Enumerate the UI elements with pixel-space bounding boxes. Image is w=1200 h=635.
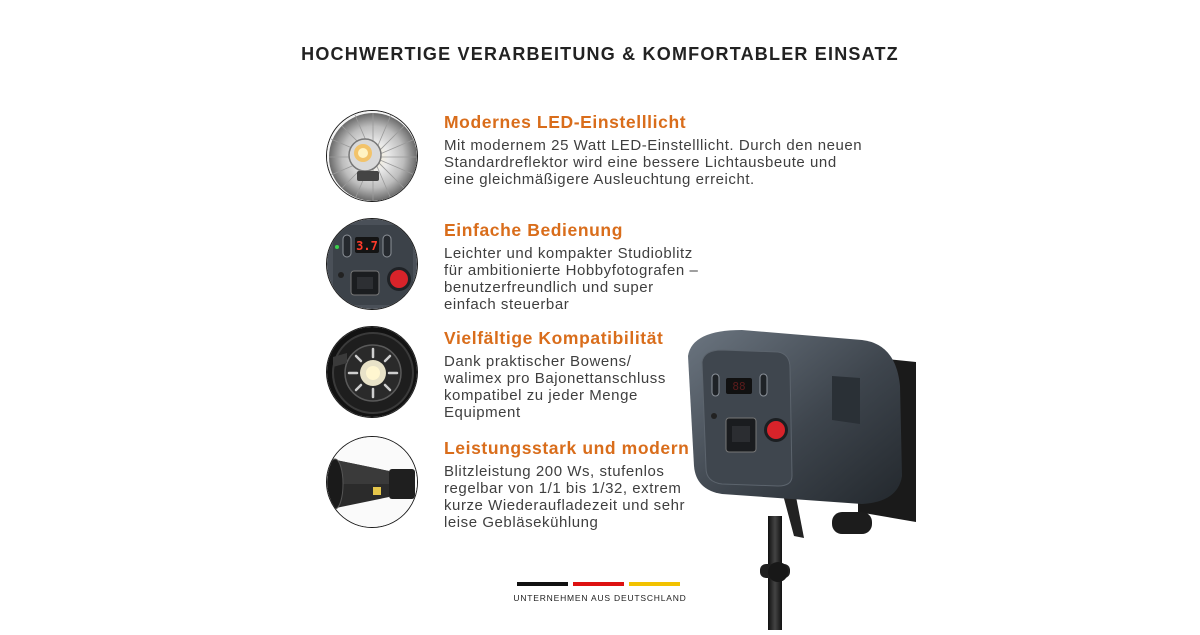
page-title: HOCHWERTIGE VERARBEITUNG & KOMFORTABLER EINSATZ <box>301 44 899 64</box>
feature-line: kompatibel zu jeder Menge <box>444 387 638 404</box>
feature-line: Leichter und kompakter Studioblitz <box>444 245 693 262</box>
feature-heading: Einfache Bedienung <box>444 220 624 240</box>
feature-text <box>444 112 884 188</box>
feature-line: Mit modernem 25 Watt LED-Einstelllicht. Durch den neuen <box>444 137 863 154</box>
feature-easy-operation <box>326 218 886 312</box>
feature-line: Equipment <box>444 404 521 421</box>
flag-stripe-red <box>573 582 624 586</box>
feature-heading: Leistungsstark und modern <box>444 438 690 458</box>
feature-line: Blitzleistung 200 Ws, stufenlos <box>444 463 665 480</box>
led-reflector-icon <box>326 110 418 202</box>
feature-line: benutzerfreundlich und super <box>444 279 654 296</box>
feature-text <box>444 220 884 313</box>
reflector-dish-icon <box>326 436 418 528</box>
flag-stripe-black <box>517 582 568 586</box>
feature-line: Dank praktischer Bowens/ <box>444 353 632 370</box>
feature-line: eine gleichmäßigere Ausleuchtung erreicht. <box>444 171 755 188</box>
product-display-readout: 88 <box>732 380 746 393</box>
feature-line: für ambitionierte Hobbyfotografen – <box>444 262 699 279</box>
footer-label: UNTERNEHMEN AUS DEUTSCHLAND <box>513 593 687 603</box>
panel-display-readout: 3.7 <box>356 239 378 253</box>
feature-line: walimex pro Bajonettanschluss <box>444 370 666 387</box>
feature-description <box>444 245 884 313</box>
feature-heading: Vielfältige Kompatibilität <box>444 328 664 348</box>
feature-line: kurze Wiederaufladezeit und sehr <box>444 497 686 514</box>
feature-heading: Modernes LED-Einstelllicht <box>444 112 687 132</box>
feature-line: leise Gebläsekühlung <box>444 514 599 531</box>
control-panel-icon <box>326 218 418 310</box>
studio-flash-icon <box>682 326 916 630</box>
feature-line: regelbar von 1/1 bis 1/32, extrem <box>444 480 682 497</box>
feature-line: Standardreflektor wird eine bessere Lichtausbeute und <box>444 154 837 171</box>
bayonet-mount-icon <box>326 326 418 418</box>
feature-line: einfach steuerbar <box>444 296 570 313</box>
feature-led-modeling-light <box>326 110 886 204</box>
flag-stripe-gold <box>629 582 680 586</box>
feature-description <box>444 137 884 188</box>
